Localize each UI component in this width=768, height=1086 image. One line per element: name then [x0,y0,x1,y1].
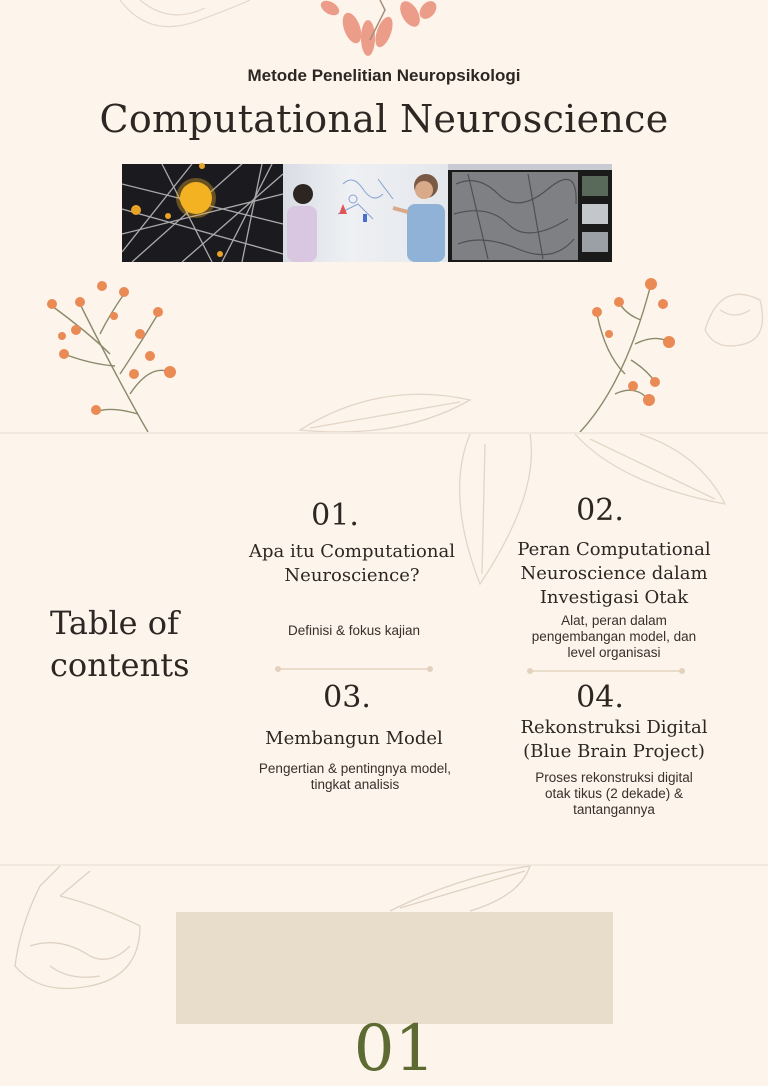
toc-item-3-heading: Membangun Model [265,728,443,749]
toc-item-1-heading [232,540,472,588]
toc-divider [530,670,682,672]
section-number: 01 [353,1012,436,1086]
toc-item-2-heading-line: Peran Computational [517,539,711,560]
toc-item-1-heading-line: Neuroscience? [284,565,420,586]
toc-item-2-desc-line: Alat, peran dalam [561,613,667,628]
toc-item-2-description [494,613,734,661]
toc-item-2-heading-line: Investigasi Otak [539,587,689,608]
section-card [176,912,613,1086]
toc-item-4-description [494,770,734,818]
toc-item-2-heading-line: Neuroscience dalam [520,563,708,584]
toc-item-4-heading-line: (Blue Brain Project) [523,741,705,762]
toc-item-1-heading-line: Apa itu Computational [249,541,455,562]
toc-item-2-heading [494,538,734,610]
toc-item-1-description: Definisi & fokus kajian [287,623,421,638]
toc-item-3-desc-line: Pengertian & pentingnya model, [258,761,452,776]
toc-item-3-number: 03. [323,680,371,715]
toc-item-4-desc-line: Proses rekonstruksi digital [535,770,693,785]
presentation-subtitle: Metode Penelitian Neuropsikologi [247,66,521,85]
toc-item-4-number: 04. [576,680,624,715]
presentation-title: Computational Neuroscience [99,97,669,141]
photo-strip [122,164,612,262]
toc-item-4-heading [494,716,734,764]
neuron-network-image [122,164,283,262]
toc-item-3-description [226,761,484,793]
slide-title [0,0,768,432]
toc-title [50,602,189,686]
toc-item-2-desc-line: pengembangan model, dan [531,629,697,644]
toc-item-4-desc-line: tantangannya [573,802,655,817]
toc-item-2-number: 02. [576,493,624,528]
researchers-whiteboard-image [283,164,448,262]
leaf-outline-decoration [0,280,768,420]
toc-item-2-desc-line: level organisasi [567,645,661,660]
toc-item-3-desc-line: tingkat analisis [310,777,400,792]
toc-item-1-number: 01. [311,498,359,533]
top-flower-decoration [0,0,768,70]
toc-title-line2: contents [50,646,190,684]
slide-section-01 [0,866,768,1086]
brain-reconstruction-software-image [448,164,612,262]
toc-item-4-desc-line: otak tikus (2 dekade) & [544,786,684,801]
slide-table-of-contents [0,434,768,864]
toc-item-4-heading-line: Rekonstruksi Digital [520,717,708,738]
toc-divider [278,668,430,670]
toc-title-line1: Table of [50,604,179,642]
